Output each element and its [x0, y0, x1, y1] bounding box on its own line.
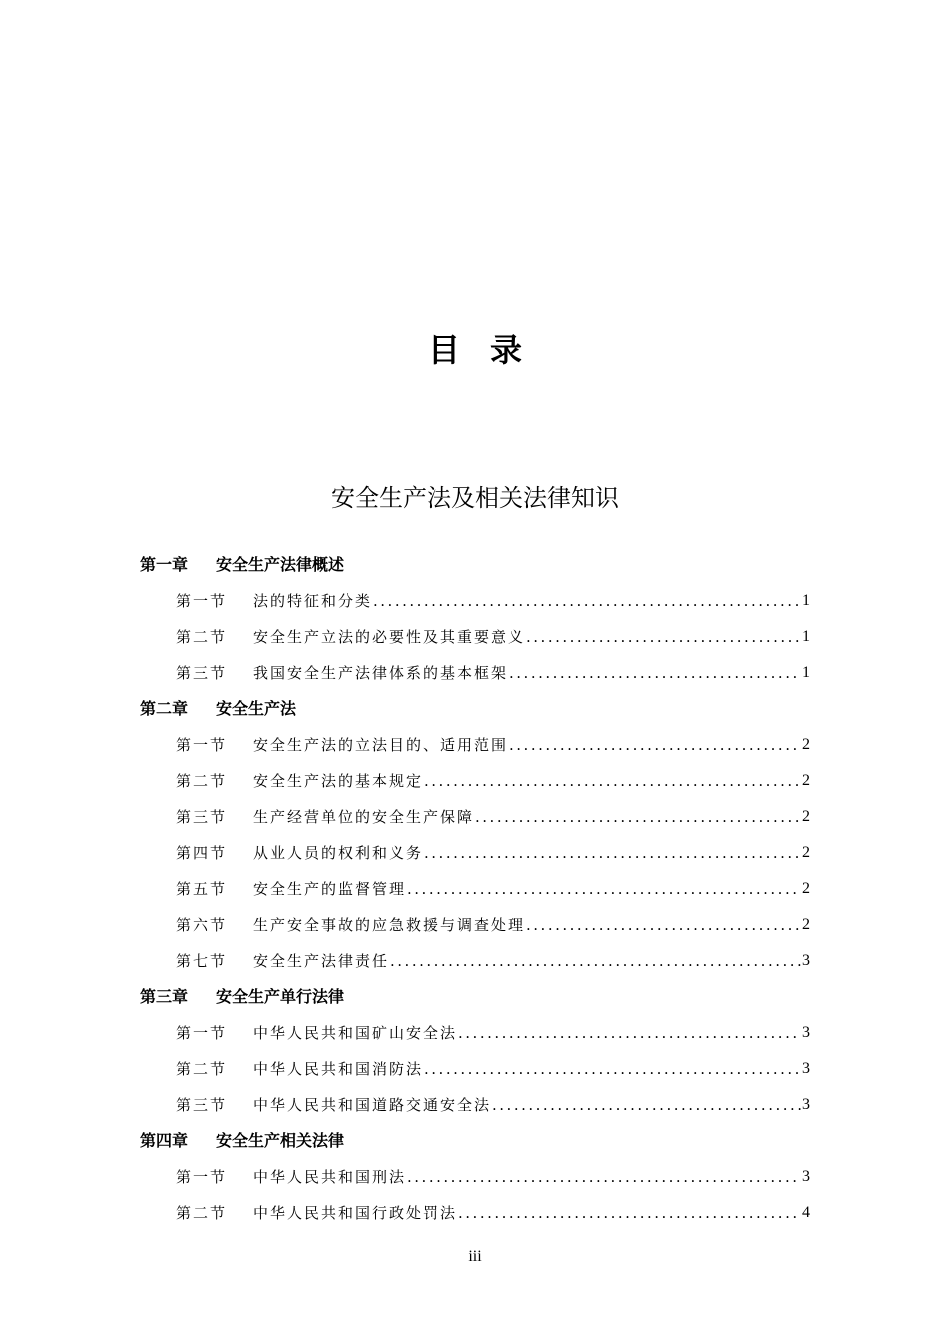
section-title: 安全生产法律责任 [253, 952, 390, 970]
dot-leader [424, 763, 801, 799]
section-title: 安全生产法的立法目的、适用范围 [253, 736, 509, 754]
dot-leader [458, 1195, 801, 1231]
section-title: 中华人民共和国刑法 [253, 1168, 407, 1186]
toc-section[interactable] [140, 835, 810, 871]
toc-chapter[interactable] [140, 979, 810, 1015]
section-page-number: 3 [802, 1096, 810, 1113]
page-number: iii [468, 1248, 482, 1265]
dot-leader [407, 871, 801, 907]
toc-section[interactable] [140, 655, 810, 691]
section-title: 中华人民共和国行政处罚法 [253, 1204, 458, 1222]
chapter-number: 第二章 [140, 699, 189, 718]
section-page-number: 2 [802, 808, 810, 825]
page-title: 目录 [427, 331, 552, 369]
toc-section[interactable] [140, 943, 810, 979]
section-number: 第三节 [176, 808, 228, 826]
dot-leader [373, 583, 801, 619]
section-title: 中华人民共和国消防法 [253, 1060, 424, 1078]
toc-section[interactable] [140, 763, 810, 799]
toc-section[interactable] [140, 907, 810, 943]
section-number: 第一节 [176, 736, 228, 754]
section-page-number: 2 [802, 772, 810, 789]
chapter-title: 安全生产单行法律 [216, 987, 345, 1006]
section-number: 第一节 [176, 1168, 228, 1186]
section-number: 第二节 [176, 1060, 228, 1078]
section-number: 第二节 [176, 628, 228, 646]
chapter-number: 第四章 [140, 1131, 189, 1150]
section-number: 第一节 [176, 592, 228, 610]
section-page-number: 3 [802, 1024, 810, 1041]
chapter-title: 安全生产法律概述 [216, 555, 345, 574]
section-page-number: 2 [802, 880, 810, 897]
chapter-number: 第三章 [140, 987, 189, 1006]
toc-section[interactable] [140, 1195, 810, 1231]
toc-section[interactable] [140, 1087, 810, 1123]
section-page-number: 1 [802, 592, 810, 609]
toc-section[interactable] [140, 1051, 810, 1087]
section-title: 法的特征和分类 [253, 592, 373, 610]
section-number: 第三节 [176, 1096, 228, 1114]
section-page-number: 3 [802, 1168, 810, 1185]
toc-section[interactable] [140, 799, 810, 835]
section-number: 第五节 [176, 880, 228, 898]
dot-leader [407, 1159, 801, 1195]
dot-leader [390, 943, 801, 979]
section-page-number: 2 [802, 736, 810, 753]
toc-section[interactable] [140, 1159, 810, 1195]
section-page-number: 3 [802, 1060, 810, 1077]
section-title: 生产经营单位的安全生产保障 [253, 808, 475, 826]
section-title: 中华人民共和国矿山安全法 [253, 1024, 458, 1042]
section-number: 第二节 [176, 1204, 228, 1222]
toc-section[interactable] [140, 1015, 810, 1051]
section-number: 第四节 [176, 844, 228, 862]
section-number: 第七节 [176, 952, 228, 970]
section-title: 从业人员的权利和义务 [253, 844, 424, 862]
chapter-title: 安全生产相关法律 [216, 1131, 345, 1150]
table-of-contents [140, 547, 810, 1231]
toc-section[interactable] [140, 727, 810, 763]
section-number: 第三节 [176, 664, 228, 682]
section-page-number: 2 [802, 844, 810, 861]
section-title: 安全生产的监督管理 [253, 880, 407, 898]
section-page-number: 3 [802, 952, 810, 969]
dot-leader [492, 1087, 801, 1123]
toc-section[interactable] [140, 871, 810, 907]
toc-chapter[interactable] [140, 1123, 810, 1159]
dot-leader [526, 619, 801, 655]
toc-section[interactable] [140, 583, 810, 619]
chapter-title: 安全生产法 [216, 699, 297, 718]
dot-leader [509, 727, 801, 763]
section-title: 安全生产立法的必要性及其重要意义 [253, 628, 526, 646]
section-title: 中华人民共和国道路交通安全法 [253, 1096, 492, 1114]
section-title: 我国安全生产法律体系的基本框架 [253, 664, 509, 682]
toc-chapter[interactable] [140, 691, 810, 727]
dot-leader [424, 835, 801, 871]
toc-section[interactable] [140, 619, 810, 655]
section-title: 生产安全事故的应急救援与调查处理 [253, 916, 526, 934]
section-page-number: 2 [802, 916, 810, 933]
dot-leader [526, 907, 801, 943]
chapter-number: 第一章 [140, 555, 189, 574]
dot-leader [458, 1015, 801, 1051]
dot-leader [509, 655, 801, 691]
section-number: 第二节 [176, 772, 228, 790]
section-number: 第一节 [176, 1024, 228, 1042]
section-page-number: 4 [802, 1204, 810, 1221]
section-page-number: 1 [802, 628, 810, 645]
section-title: 安全生产法的基本规定 [253, 772, 424, 790]
section-page-number: 1 [802, 664, 810, 681]
dot-leader [424, 1051, 801, 1087]
section-number: 第六节 [176, 916, 228, 934]
toc-chapter[interactable] [140, 547, 810, 583]
book-subtitle: 安全生产法及相关法律知识 [331, 484, 619, 512]
dot-leader [475, 799, 801, 835]
